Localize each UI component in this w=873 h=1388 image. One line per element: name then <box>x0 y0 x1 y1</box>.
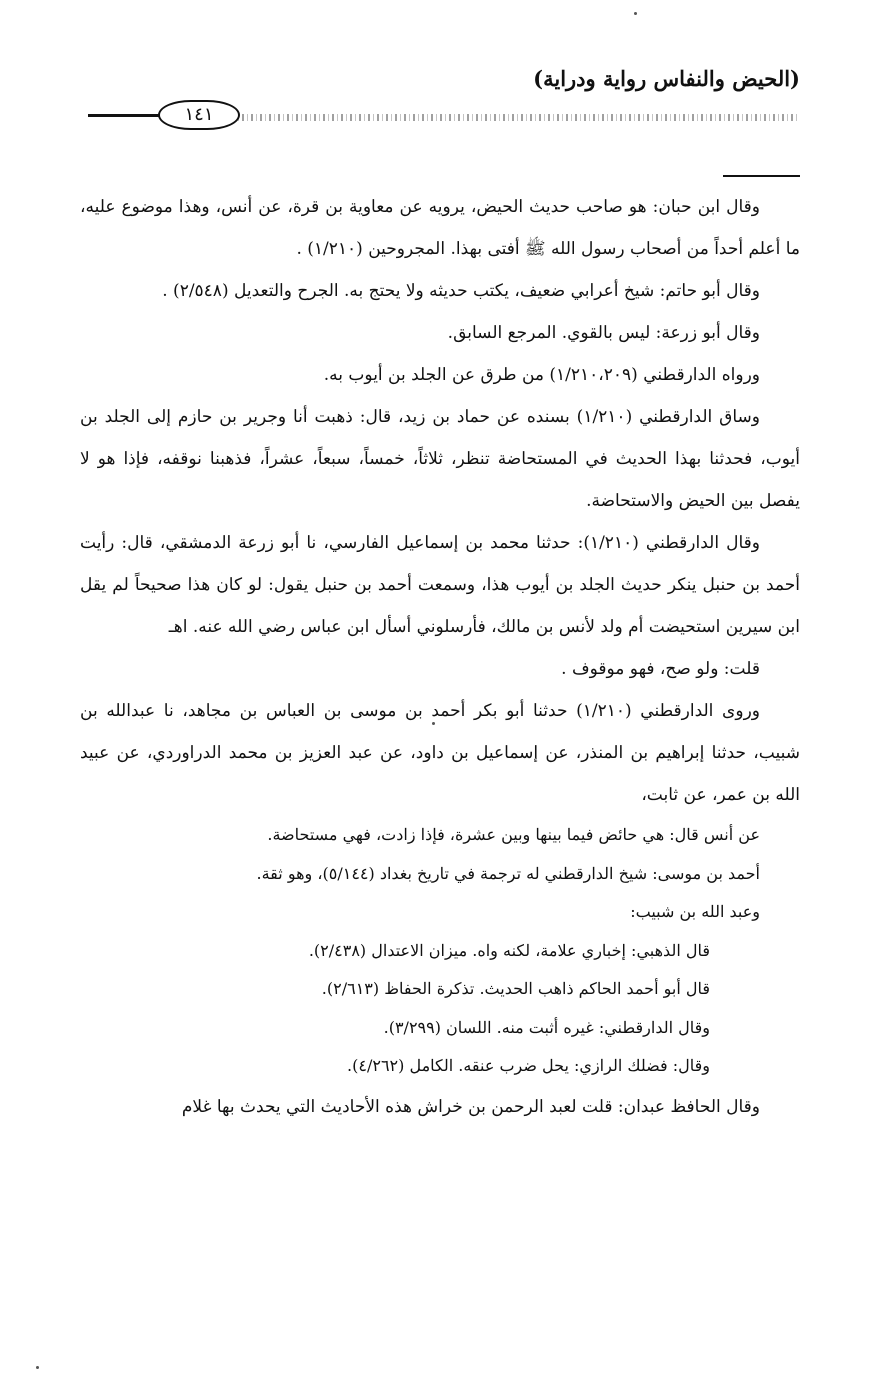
paragraph: وساق الدارقطني (١/٢١٠) بسنده عن حماد بن زيد، قال: ذهبت أنا وجرير بن حازم إلى الجلد بن أيوب، فحدثنا بهذا الحديث في المستحاضة تنظر، ثلاثاً، خمساً، سبعاً، عشراً، فذهبنا نوقفه، فإذا هو لا يفصل بين الحيض والاستحاضة. <box>80 407 800 511</box>
quote-line: أحمد بن موسى: شيخ الدارقطني له ترجمة في تاريخ بغداد (٥/١٤٤)، وهو ثقة. <box>256 863 760 883</box>
paragraph: وقال ابن حبان: هو صاحب حديث الحيض، يرويه عن معاوية بن قرة، عن أنس، وهذا موضوع عليه، ما أعلم أحداً من أصحاب رسول الله ﷺ أفتى بهذا. المجروحين (١/٢١٠) . <box>80 197 800 259</box>
quote-line: عن أنس قال: هي حائض فيما بينها وبين عشرة، فإذا زادت، فهي مستحاضة. <box>267 825 760 844</box>
paragraph: وروى الدارقطني (١/٢١٠) حدثنا أبو بكر أحمد بن موسى بن العباس بن مجاهد، نا عبدالله بن شبيب، حدثنا إبراهيم بن المنذر، عن إسماعيل بن داود، عن عبد العزيز بن محمد الدراوردي، عن عبيد الله بن عمر، عن ثابت، <box>80 701 800 805</box>
paragraph: وقال الحافظ عبدان: قلت لعبد الرحمن بن خراش هذه الأحاديث التي يحدث بها غلام <box>181 1096 760 1117</box>
header-rule-dotted <box>233 114 800 121</box>
narrator-line: وقال الدارقطني: غيره أثبت منه. اللسان (٣/٢٩٩). <box>383 1017 710 1037</box>
paragraph: وقال أبو حاتم: شيخ أعرابي ضعيف، يكتب حديثه ولا يحتج به. الجرح والتعديل (٢/٥٤٨) . <box>162 281 760 301</box>
scan-speck <box>36 1366 39 1369</box>
book-title: (الحيض والنفاس رواية ودراية) <box>533 66 800 91</box>
narrator-line: قال أبو أحمد الحاكم ذاهب الحديث. تذكرة الحفاظ (٢/٦١٣). <box>321 979 710 998</box>
paragraph: وقال أبو زرعة: ليس بالقوي. المرجع السابق. <box>447 323 760 343</box>
page-number: ١٤١ <box>158 100 240 130</box>
page-body <box>80 186 800 1128</box>
paragraph: قلت: ولو صح، فهو موقوف . <box>561 659 760 679</box>
section-divider <box>723 175 800 177</box>
paragraph: ورواه الدارقطني (١/٢١٠،٢٠٩) من طرق عن الجلد بن أيوب به. <box>323 365 760 385</box>
narrator-critique-block <box>80 932 800 1086</box>
scan-speck <box>432 722 435 725</box>
scan-speck <box>634 12 637 15</box>
quoted-hadith-block <box>80 816 800 932</box>
narrator-line: وقال: فضلك الرازي: يحل ضرب عنقه. الكامل (٤/٢٦٢). <box>347 1056 710 1075</box>
page-header <box>88 66 800 136</box>
narrator-line: قال الذهبي: إخباري علامة، لكنه واه. ميزان الاعتدال (٢/٤٣٨). <box>308 940 710 960</box>
quote-line: وعبد الله بن شبيب: <box>630 902 760 921</box>
paragraph: وقال الدارقطني (١/٢١٠): حدثنا محمد بن إسماعيل الفارسي، نا أبو زرعة الدمشقي، قال: رأيت أحمد بن حنبل ينكر حديث الجلد بن أيوب هذا، وسمعت أحمد بن حنبل يقول: لو كان هذا صحيحاً لم يقل ابن سيرين استحيضت أم ولد لأنس بن مالك، فأرسلوني أسأل ابن عباس رضي الله عنه. اهـ <box>80 533 800 637</box>
